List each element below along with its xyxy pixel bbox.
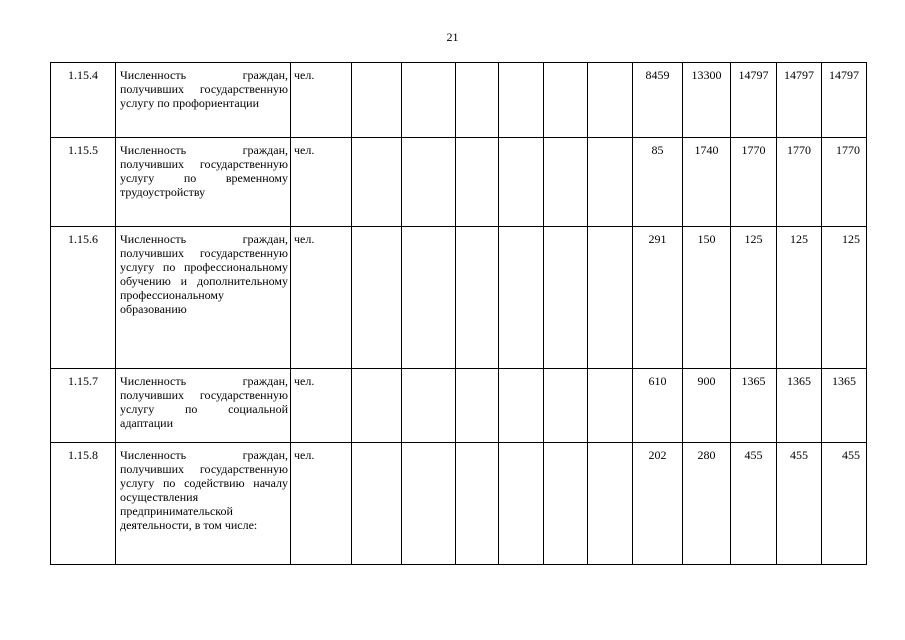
empty-cell: [352, 138, 402, 227]
value-cell: 150: [683, 227, 731, 369]
empty-cell: [499, 443, 544, 565]
row-code: 1.15.6: [51, 227, 116, 369]
row-unit: чел.: [291, 63, 352, 138]
row-name: Численность граждан, получивших государственную услугу по профессиональному обучению и дополнительному профессиональному образованию: [116, 227, 291, 369]
empty-cell: [588, 369, 633, 443]
empty-cell: [456, 369, 499, 443]
empty-cell: [588, 227, 633, 369]
value-cell: 291: [633, 227, 683, 369]
empty-cell: [588, 138, 633, 227]
empty-cell: [456, 227, 499, 369]
value-cell: 14797: [731, 63, 777, 138]
value-cell: 14797: [777, 63, 822, 138]
empty-cell: [544, 63, 588, 138]
empty-cell: [402, 227, 456, 369]
value-cell: 1740: [683, 138, 731, 227]
page-number: 21: [446, 30, 459, 44]
indicators-table: [50, 62, 867, 565]
empty-cell: [352, 369, 402, 443]
value-cell: 455: [822, 443, 867, 565]
empty-cell: [402, 138, 456, 227]
row-unit: чел.: [291, 227, 352, 369]
value-cell: 1365: [822, 369, 867, 443]
table-row: [51, 63, 867, 138]
value-cell: 1770: [822, 138, 867, 227]
value-cell: 1770: [777, 138, 822, 227]
value-cell: 1365: [777, 369, 822, 443]
value-cell: 455: [777, 443, 822, 565]
table-row: [51, 227, 867, 369]
empty-cell: [402, 63, 456, 138]
table-row: [51, 443, 867, 565]
empty-cell: [544, 138, 588, 227]
empty-cell: [402, 443, 456, 565]
row-code: 1.15.5: [51, 138, 116, 227]
value-cell: 13300: [683, 63, 731, 138]
empty-cell: [544, 227, 588, 369]
empty-cell: [499, 227, 544, 369]
row-code: 1.15.7: [51, 369, 116, 443]
value-cell: 1365: [731, 369, 777, 443]
table-row: [51, 138, 867, 227]
table-row: [51, 369, 867, 443]
row-name: Численность граждан, получивших государственную услугу по профориентации: [116, 63, 291, 138]
value-cell: 280: [683, 443, 731, 565]
empty-cell: [352, 227, 402, 369]
value-cell: 202: [633, 443, 683, 565]
empty-cell: [499, 138, 544, 227]
empty-cell: [402, 369, 456, 443]
row-unit: чел.: [291, 369, 352, 443]
value-cell: 1770: [731, 138, 777, 227]
value-cell: 8459: [633, 63, 683, 138]
value-cell: 900: [683, 369, 731, 443]
empty-cell: [499, 63, 544, 138]
empty-cell: [544, 443, 588, 565]
row-code: 1.15.4: [51, 63, 116, 138]
value-cell: 125: [731, 227, 777, 369]
empty-cell: [456, 138, 499, 227]
empty-cell: [456, 443, 499, 565]
empty-cell: [588, 63, 633, 138]
value-cell: 125: [822, 227, 867, 369]
row-code: 1.15.8: [51, 443, 116, 565]
empty-cell: [588, 443, 633, 565]
row-name: Численность граждан, получивших государственную услугу по содействию началу осуществления предпринимательской деятельности, в том числе:: [116, 443, 291, 565]
row-unit: чел.: [291, 138, 352, 227]
empty-cell: [499, 369, 544, 443]
value-cell: 455: [731, 443, 777, 565]
row-name: Численность граждан, получивших государственную услугу по временному трудоустройству: [116, 138, 291, 227]
empty-cell: [544, 369, 588, 443]
empty-cell: [456, 63, 499, 138]
empty-cell: [352, 63, 402, 138]
value-cell: 610: [633, 369, 683, 443]
value-cell: 14797: [822, 63, 867, 138]
row-unit: чел.: [291, 443, 352, 565]
row-name: Численность граждан, получивших государственную услугу по социальной адаптации: [116, 369, 291, 443]
value-cell: 85: [633, 138, 683, 227]
empty-cell: [352, 443, 402, 565]
value-cell: 125: [777, 227, 822, 369]
